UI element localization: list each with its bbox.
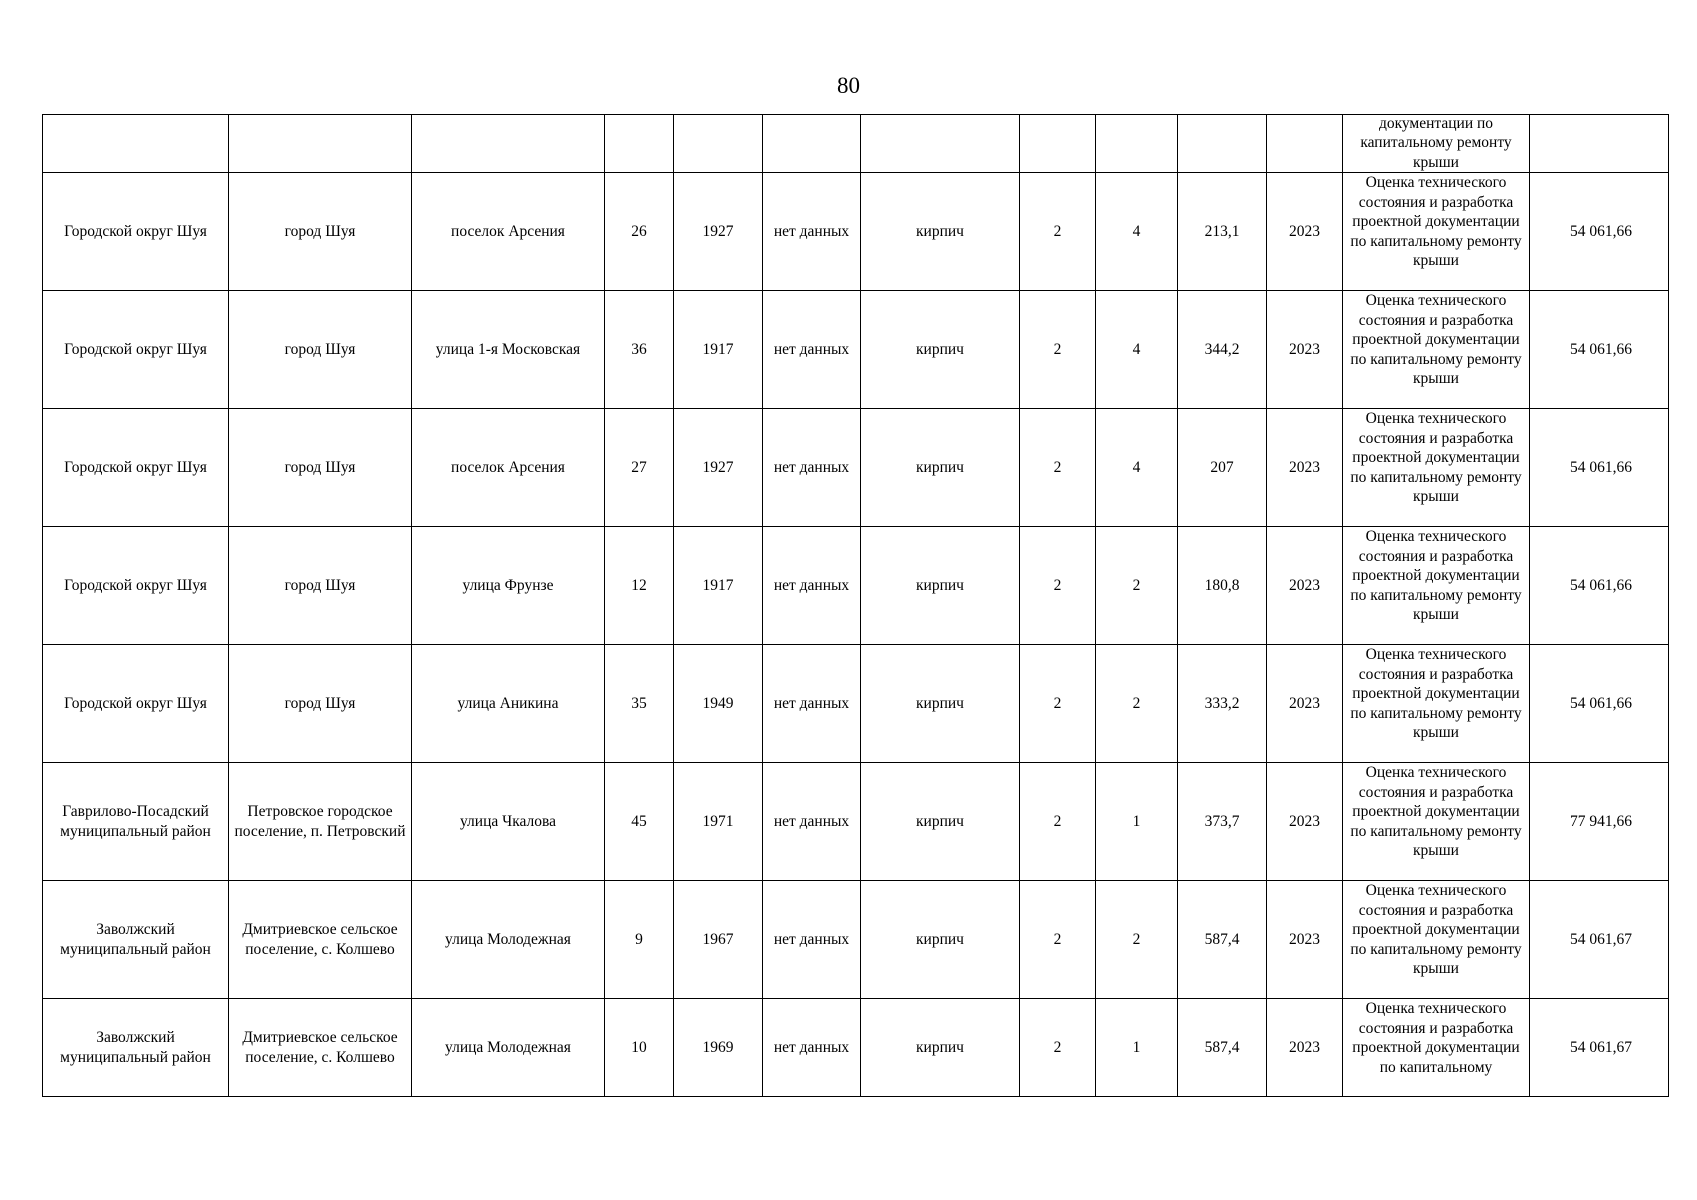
floors-cell: 2	[1020, 173, 1096, 291]
work-type-label: Оценка технического состояния и разработка проектной документации по капитальному ремонту крыши	[1350, 646, 1522, 741]
work-type-cell	[1343, 115, 1530, 173]
year-overhaul-cell: нет данных	[763, 409, 861, 527]
area-cell: 373,7	[1178, 763, 1267, 881]
settlement-cell: город Шуя	[229, 173, 412, 291]
plan-year-cell: 2023	[1267, 881, 1343, 999]
municipality-cell: Гаврилово-Посадский муниципальный район	[43, 763, 229, 881]
wall-material-cell: кирпич	[861, 527, 1020, 645]
housing-registry-table	[42, 114, 1669, 1097]
street-cell: улица 1-я Московская	[412, 291, 605, 409]
settlement-cell: Дмитриевское сельское поселение, с. Колшево	[229, 999, 412, 1097]
house-number-cell: 26	[605, 173, 674, 291]
cost-cell	[1530, 115, 1669, 173]
house-number-cell: 12	[605, 527, 674, 645]
house-number-cell: 45	[605, 763, 674, 881]
plan-year-cell: 2023	[1267, 527, 1343, 645]
year-built-cell: 1971	[674, 763, 763, 881]
area-cell: 207	[1178, 409, 1267, 527]
street-cell: улица Чкалова	[412, 763, 605, 881]
plan-year-cell: 2023	[1267, 645, 1343, 763]
entrances-cell: 2	[1096, 881, 1178, 999]
work-type-text	[1347, 645, 1525, 762]
wall-material-cell: кирпич	[861, 173, 1020, 291]
cost-cell: 54 061,66	[1530, 409, 1669, 527]
year-built-cell: 1927	[674, 173, 763, 291]
table-row	[43, 115, 1669, 173]
work-type-text	[1347, 409, 1525, 526]
floors-cell: 2	[1020, 763, 1096, 881]
municipality-cell	[43, 115, 229, 173]
municipality-cell: Заволжский муниципальный район	[43, 881, 229, 999]
work-type-text	[1347, 115, 1525, 172]
work-type-text	[1347, 881, 1525, 998]
area-cell: 344,2	[1178, 291, 1267, 409]
table-row	[43, 645, 1669, 763]
table-body	[43, 115, 1669, 1097]
year-built-cell: 1969	[674, 999, 763, 1097]
work-type-label: Оценка технического состояния и разработка проектной документации по капитальному ремонту крыши	[1350, 882, 1522, 977]
work-type-text	[1347, 291, 1525, 408]
wall-material-cell: кирпич	[861, 409, 1020, 527]
house-number-cell: 35	[605, 645, 674, 763]
entrances-cell	[1096, 115, 1178, 173]
area-cell: 333,2	[1178, 645, 1267, 763]
wall-material-cell	[861, 115, 1020, 173]
wall-material-cell: кирпич	[861, 645, 1020, 763]
year-built-cell: 1967	[674, 881, 763, 999]
area-cell: 180,8	[1178, 527, 1267, 645]
table-row	[43, 881, 1669, 999]
work-type-cell	[1343, 999, 1530, 1097]
plan-year-cell: 2023	[1267, 409, 1343, 527]
work-type-label: Оценка технического состояния и разработка проектной документации по капитальному ремонту крыши	[1350, 410, 1522, 505]
cost-cell: 54 061,66	[1530, 291, 1669, 409]
entrances-cell: 4	[1096, 173, 1178, 291]
year-built-cell: 1949	[674, 645, 763, 763]
municipality-cell: Городской округ Шуя	[43, 527, 229, 645]
entrances-cell: 4	[1096, 409, 1178, 527]
work-type-cell	[1343, 173, 1530, 291]
wall-material-cell: кирпич	[861, 999, 1020, 1097]
area-cell: 587,4	[1178, 881, 1267, 999]
area-cell	[1178, 115, 1267, 173]
work-type-label: документации по капитальному ремонту крыши	[1360, 115, 1512, 171]
year-overhaul-cell: нет данных	[763, 881, 861, 999]
work-type-text	[1347, 527, 1525, 644]
entrances-cell: 2	[1096, 527, 1178, 645]
year-overhaul-cell: нет данных	[763, 291, 861, 409]
table-row	[43, 527, 1669, 645]
entrances-cell: 4	[1096, 291, 1178, 409]
municipality-cell: Городской округ Шуя	[43, 409, 229, 527]
year-built-cell: 1917	[674, 527, 763, 645]
year-overhaul-cell: нет данных	[763, 527, 861, 645]
work-type-cell	[1343, 645, 1530, 763]
municipality-cell: Городской округ Шуя	[43, 173, 229, 291]
work-type-text	[1347, 173, 1525, 290]
work-type-label: Оценка технического состояния и разработка проектной документации по капитальному ремонту крыши	[1350, 764, 1522, 859]
table-row	[43, 173, 1669, 291]
street-cell: улица Молодежная	[412, 881, 605, 999]
floors-cell: 2	[1020, 645, 1096, 763]
street-cell	[412, 115, 605, 173]
plan-year-cell: 2023	[1267, 291, 1343, 409]
settlement-cell: город Шуя	[229, 645, 412, 763]
year-overhaul-cell: нет данных	[763, 645, 861, 763]
plan-year-cell: 2023	[1267, 173, 1343, 291]
work-type-cell	[1343, 527, 1530, 645]
settlement-cell: город Шуя	[229, 409, 412, 527]
plan-year-cell: 2023	[1267, 763, 1343, 881]
floors-cell: 2	[1020, 527, 1096, 645]
floors-cell: 2	[1020, 409, 1096, 527]
street-cell: поселок Арсения	[412, 173, 605, 291]
table-row	[43, 999, 1669, 1097]
floors-cell: 2	[1020, 999, 1096, 1097]
work-type-label: Оценка технического состояния и разработка проектной документации по капитальному ремонту крыши	[1350, 174, 1522, 269]
entrances-cell: 1	[1096, 999, 1178, 1097]
year-built-cell	[674, 115, 763, 173]
year-built-cell: 1927	[674, 409, 763, 527]
cost-cell: 54 061,66	[1530, 173, 1669, 291]
floors-cell: 2	[1020, 881, 1096, 999]
cost-cell: 54 061,67	[1530, 881, 1669, 999]
area-cell: 587,4	[1178, 999, 1267, 1097]
cost-cell: 54 061,66	[1530, 527, 1669, 645]
house-number-cell: 9	[605, 881, 674, 999]
wall-material-cell: кирпич	[861, 763, 1020, 881]
work-type-label: Оценка технического состояния и разработка проектной документации по капитальному	[1352, 1000, 1520, 1076]
wall-material-cell: кирпич	[861, 291, 1020, 409]
settlement-cell: город Шуя	[229, 291, 412, 409]
cost-cell: 54 061,66	[1530, 645, 1669, 763]
year-overhaul-cell: нет данных	[763, 173, 861, 291]
plan-year-cell: 2023	[1267, 999, 1343, 1097]
wall-material-cell: кирпич	[861, 881, 1020, 999]
settlement-cell	[229, 115, 412, 173]
table-row	[43, 763, 1669, 881]
house-number-cell: 27	[605, 409, 674, 527]
work-type-label: Оценка технического состояния и разработка проектной документации по капитальному ремонту крыши	[1350, 292, 1522, 387]
table-row	[43, 409, 1669, 527]
work-type-text	[1347, 999, 1525, 1096]
street-cell: улица Молодежная	[412, 999, 605, 1097]
work-type-cell	[1343, 291, 1530, 409]
settlement-cell: Петровское городское поселение, п. Петровский	[229, 763, 412, 881]
page-number: 80	[837, 73, 860, 98]
street-cell: поселок Арсения	[412, 409, 605, 527]
house-number-cell: 36	[605, 291, 674, 409]
year-overhaul-cell: нет данных	[763, 763, 861, 881]
settlement-cell: Дмитриевское сельское поселение, с. Колшево	[229, 881, 412, 999]
year-overhaul-cell	[763, 115, 861, 173]
municipality-cell: Городской округ Шуя	[43, 645, 229, 763]
municipality-cell: Городской округ Шуя	[43, 291, 229, 409]
street-cell: улица Фрунзе	[412, 527, 605, 645]
area-cell: 213,1	[1178, 173, 1267, 291]
work-type-label: Оценка технического состояния и разработка проектной документации по капитальному ремонту крыши	[1350, 528, 1522, 623]
work-type-cell	[1343, 881, 1530, 999]
year-overhaul-cell: нет данных	[763, 999, 861, 1097]
cost-cell: 77 941,66	[1530, 763, 1669, 881]
floors-cell: 2	[1020, 291, 1096, 409]
entrances-cell: 1	[1096, 763, 1178, 881]
settlement-cell: город Шуя	[229, 527, 412, 645]
work-type-cell	[1343, 409, 1530, 527]
year-built-cell: 1917	[674, 291, 763, 409]
municipality-cell: Заволжский муниципальный район	[43, 999, 229, 1097]
work-type-text	[1347, 763, 1525, 880]
floors-cell	[1020, 115, 1096, 173]
cost-cell: 54 061,67	[1530, 999, 1669, 1097]
house-number-cell	[605, 115, 674, 173]
entrances-cell: 2	[1096, 645, 1178, 763]
plan-year-cell	[1267, 115, 1343, 173]
work-type-cell	[1343, 763, 1530, 881]
table-row	[43, 291, 1669, 409]
house-number-cell: 10	[605, 999, 674, 1097]
street-cell: улица Аникина	[412, 645, 605, 763]
